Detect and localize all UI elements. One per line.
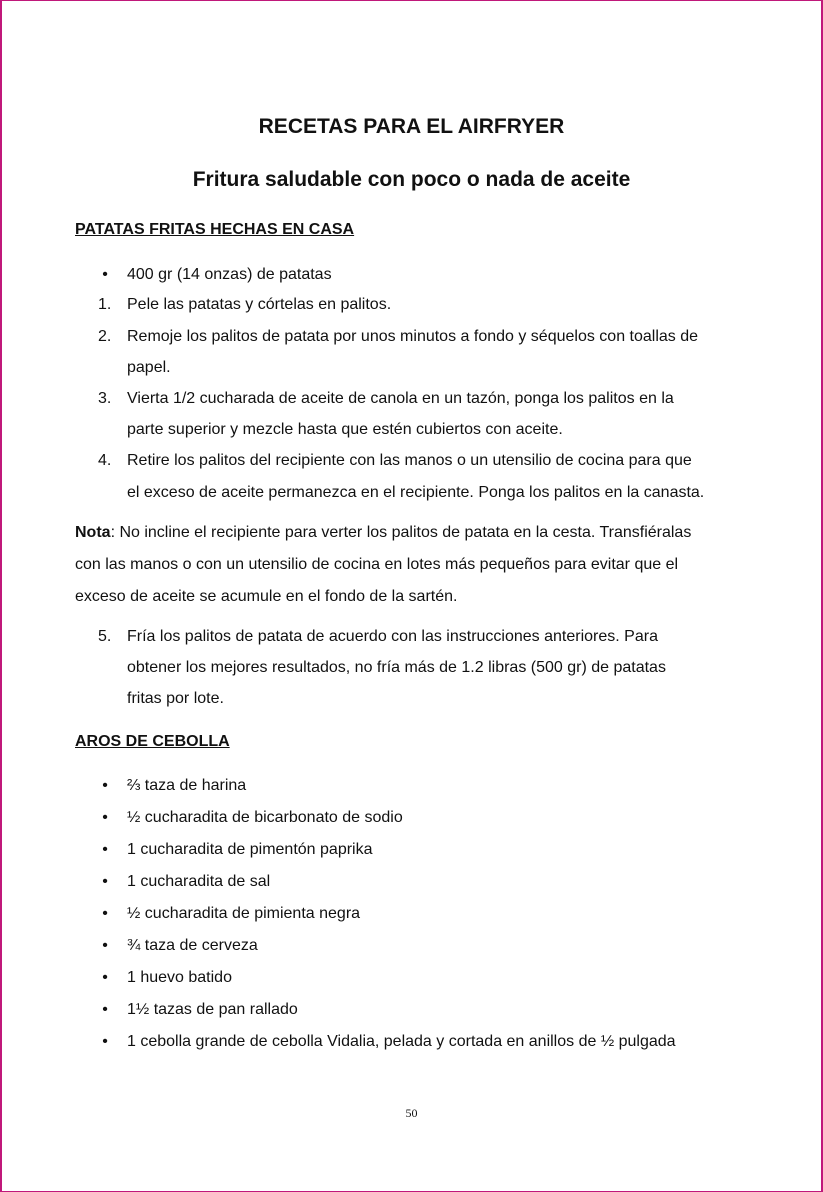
step-text-line: fritas por lote. <box>127 690 224 707</box>
step-number: 1. <box>98 296 112 313</box>
ingredient-text: ½ cucharadita de bicarbonato de sodio <box>127 809 403 826</box>
note-text-line: con las manos o con un utensilio de cocina en lotes más pequeños para evitar que el <box>75 556 679 573</box>
step-text-line: Pele las patatas y córtelas en palitos. <box>127 296 392 313</box>
step-text-line: Remoje los palitos de patata por unos minutos a fondo y séquelos con toallas de <box>127 328 699 345</box>
bullet-marker: • <box>102 266 108 283</box>
page-title: RECETAS PARA EL AIRFRYER <box>258 115 565 138</box>
page-subtitle: Fritura saludable con poco o nada de aceite <box>192 168 631 191</box>
step-text-line: el exceso de aceite permanezca en el recipiente. Ponga los palitos en la canasta. <box>127 484 705 501</box>
bullet-marker: • <box>102 1033 108 1050</box>
ingredient-text: 1½ tazas de pan rallado <box>127 1001 298 1018</box>
ingredient-text: ½ cucharadita de pimienta negra <box>127 905 361 922</box>
page-number: 50 <box>405 1106 418 1120</box>
ingredient-text: 400 gr (14 onzas) de patatas <box>127 266 332 283</box>
ingredient-text: 1 cucharadita de pimentón paprika <box>127 841 373 858</box>
step-number: 3. <box>98 390 112 407</box>
step-text-line: Vierta 1/2 cucharada de aceite de canola en un tazón, ponga los palitos en la <box>127 390 674 407</box>
step-number: 5. <box>98 628 112 645</box>
ingredient-text: 1 cebolla grande de cebolla Vidalia, pelada y cortada en anillos de ½ pulgada <box>127 1033 676 1050</box>
bullet-marker: • <box>102 873 108 890</box>
note-paragraph <box>75 517 755 613</box>
note-text-line: : No incline el recipiente para verter los palitos de patata en la cesta. Transfiéralas <box>110 524 692 541</box>
section-heading-aros: AROS DE CEBOLLA <box>75 733 230 750</box>
note-label: Nota <box>75 524 111 541</box>
step-text-line: Retire los palitos del recipiente con las manos o un utensilio de cocina para que <box>127 452 692 469</box>
bullet-marker: • <box>102 1001 108 1018</box>
step-text-line: papel. <box>127 359 171 376</box>
bullet-marker: • <box>102 969 108 986</box>
ingredient-text: 1 cucharadita de sal <box>127 873 271 890</box>
ingredient-text: ¾ taza de cerveza <box>127 937 258 954</box>
ingredient-text: 1 huevo batido <box>127 969 232 986</box>
step-text-line: Fría los palitos de patata de acuerdo con las instrucciones anteriores. Para <box>127 628 658 645</box>
step-text-line: obtener los mejores resultados, no fría más de 1.2 libras (500 gr) de patatas <box>127 659 666 676</box>
bullet-marker: • <box>102 777 108 794</box>
section-heading-patatas: PATATAS FRITAS HECHAS EN CASA <box>75 221 355 238</box>
bullet-marker: • <box>102 937 108 954</box>
note-text-line: exceso de aceite se acumule en el fondo de la sartén. <box>75 588 458 605</box>
bullet-marker: • <box>102 809 108 826</box>
step-number: 4. <box>98 452 112 469</box>
step-number: 2. <box>98 328 112 345</box>
bullet-marker: • <box>102 841 108 858</box>
ingredient-text: ⅔ taza de harina <box>127 777 247 794</box>
step-text-line: parte superior y mezcle hasta que estén cubiertos con aceite. <box>127 421 563 438</box>
bullet-marker: • <box>102 905 108 922</box>
